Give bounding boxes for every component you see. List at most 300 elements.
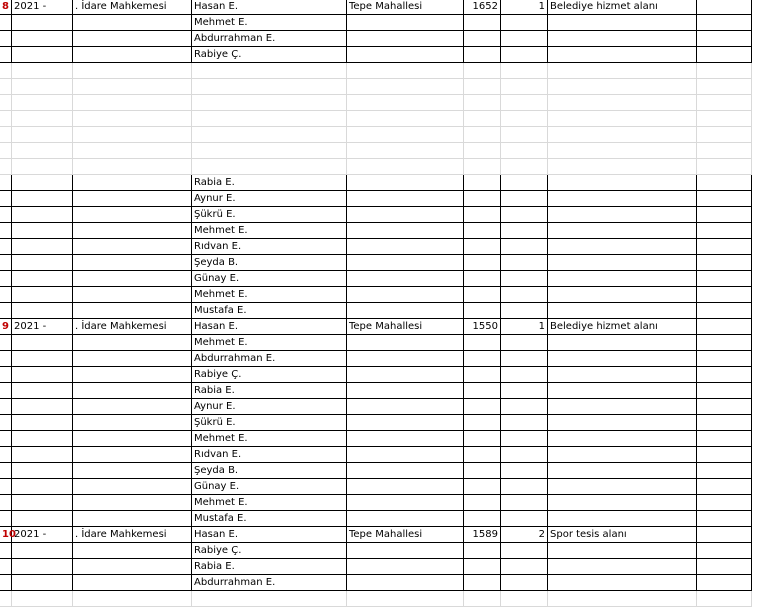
cell-b[interactable] <box>12 303 73 319</box>
cell-f[interactable] <box>464 479 501 495</box>
cell-a[interactable] <box>0 367 12 383</box>
cell-g[interactable] <box>501 15 548 31</box>
cell-d[interactable]: Rabia E. <box>192 175 347 191</box>
cell-b[interactable] <box>12 367 73 383</box>
cell-a[interactable] <box>0 303 12 319</box>
cell-h[interactable] <box>548 175 697 191</box>
cell-g[interactable] <box>501 287 548 303</box>
cell-a[interactable] <box>0 143 12 159</box>
cell-a[interactable] <box>0 575 12 591</box>
cell-e[interactable] <box>347 31 464 47</box>
cell-c[interactable] <box>73 63 192 79</box>
cell-b[interactable] <box>12 431 73 447</box>
cell-f[interactable] <box>464 303 501 319</box>
cell-f[interactable] <box>464 143 501 159</box>
cell-e[interactable] <box>347 223 464 239</box>
cell-c[interactable] <box>73 127 192 143</box>
cell-i[interactable] <box>697 479 752 495</box>
cell-c[interactable] <box>73 15 192 31</box>
cell-f[interactable]: 1589 <box>464 527 501 543</box>
cell-h[interactable] <box>548 47 697 63</box>
cell-c[interactable] <box>73 111 192 127</box>
cell-f[interactable] <box>464 63 501 79</box>
cell-d[interactable] <box>192 159 347 175</box>
cell-e[interactable] <box>347 271 464 287</box>
cell-i[interactable] <box>697 447 752 463</box>
cell-f[interactable] <box>464 159 501 175</box>
cell-d[interactable]: Aynur E. <box>192 191 347 207</box>
cell-g[interactable] <box>501 127 548 143</box>
cell-e[interactable] <box>347 287 464 303</box>
cell-d[interactable]: Rıdvan E. <box>192 447 347 463</box>
cell-e[interactable] <box>347 431 464 447</box>
cell-c[interactable] <box>73 95 192 111</box>
cell-h[interactable] <box>548 143 697 159</box>
cell-a[interactable] <box>0 383 12 399</box>
cell-h[interactable] <box>548 463 697 479</box>
cell-g[interactable] <box>501 223 548 239</box>
cell-g[interactable] <box>501 63 548 79</box>
cell-d[interactable]: Rabiye Ç. <box>192 47 347 63</box>
cell-c[interactable] <box>73 479 192 495</box>
cell-b[interactable] <box>12 591 73 607</box>
cell-i[interactable] <box>697 511 752 527</box>
cell-h[interactable] <box>548 575 697 591</box>
cell-c[interactable] <box>73 559 192 575</box>
cell-c[interactable] <box>73 543 192 559</box>
cell-c[interactable] <box>73 31 192 47</box>
cell-h[interactable] <box>548 335 697 351</box>
cell-a[interactable] <box>0 415 12 431</box>
cell-h[interactable] <box>548 543 697 559</box>
cell-h[interactable] <box>548 367 697 383</box>
cell-e[interactable] <box>347 143 464 159</box>
cell-d[interactable]: Şükrü E. <box>192 207 347 223</box>
cell-g[interactable] <box>501 383 548 399</box>
cell-i[interactable] <box>697 351 752 367</box>
cell-g[interactable] <box>501 159 548 175</box>
cell-h[interactable] <box>548 399 697 415</box>
cell-a[interactable] <box>0 207 12 223</box>
cell-e[interactable] <box>347 591 464 607</box>
cell-i[interactable] <box>697 463 752 479</box>
cell-g[interactable] <box>501 447 548 463</box>
cell-c[interactable] <box>73 463 192 479</box>
cell-d[interactable]: Rabia E. <box>192 383 347 399</box>
cell-c[interactable] <box>73 383 192 399</box>
cell-h[interactable] <box>548 255 697 271</box>
cell-h[interactable]: Spor tesis alanı <box>548 527 697 543</box>
cell-a[interactable] <box>0 239 12 255</box>
cell-f[interactable] <box>464 175 501 191</box>
cell-f[interactable] <box>464 431 501 447</box>
cell-e[interactable] <box>347 399 464 415</box>
cell-g[interactable] <box>501 399 548 415</box>
cell-e[interactable] <box>347 207 464 223</box>
cell-e[interactable] <box>347 127 464 143</box>
cell-f[interactable] <box>464 495 501 511</box>
cell-i[interactable] <box>697 95 752 111</box>
cell-d[interactable]: Rıdvan E. <box>192 239 347 255</box>
cell-h[interactable] <box>548 383 697 399</box>
cell-a[interactable] <box>0 559 12 575</box>
cell-b[interactable]: 2021 - <box>12 527 73 543</box>
cell-f[interactable] <box>464 239 501 255</box>
cell-i[interactable] <box>697 383 752 399</box>
cell-c[interactable] <box>73 511 192 527</box>
cell-a[interactable] <box>0 591 12 607</box>
cell-c[interactable] <box>73 335 192 351</box>
cell-b[interactable] <box>12 415 73 431</box>
cell-b[interactable] <box>12 383 73 399</box>
cell-e[interactable] <box>347 575 464 591</box>
cell-f[interactable] <box>464 383 501 399</box>
cell-c[interactable] <box>73 191 192 207</box>
cell-c[interactable] <box>73 223 192 239</box>
cell-a[interactable] <box>0 399 12 415</box>
cell-a[interactable]: 10 <box>0 527 12 543</box>
cell-f[interactable] <box>464 223 501 239</box>
cell-a[interactable]: 9 <box>0 319 12 335</box>
cell-i[interactable] <box>697 127 752 143</box>
cell-e[interactable]: Tepe Mahallesi <box>347 319 464 335</box>
cell-i[interactable] <box>697 207 752 223</box>
cell-d[interactable] <box>192 95 347 111</box>
cell-a[interactable] <box>0 479 12 495</box>
cell-g[interactable] <box>501 335 548 351</box>
cell-g[interactable] <box>501 575 548 591</box>
cell-a[interactable] <box>0 463 12 479</box>
cell-i[interactable] <box>697 367 752 383</box>
cell-d[interactable]: Günay E. <box>192 271 347 287</box>
cell-g[interactable] <box>501 415 548 431</box>
cell-f[interactable]: 1550 <box>464 319 501 335</box>
cell-d[interactable]: Rabiye Ç. <box>192 367 347 383</box>
cell-c[interactable] <box>73 415 192 431</box>
cell-b[interactable] <box>12 31 73 47</box>
cell-a[interactable] <box>0 111 12 127</box>
cell-d[interactable]: Mehmet E. <box>192 431 347 447</box>
cell-h[interactable] <box>548 447 697 463</box>
cell-g[interactable] <box>501 495 548 511</box>
cell-d[interactable] <box>192 143 347 159</box>
cell-i[interactable] <box>697 31 752 47</box>
cell-h[interactable] <box>548 63 697 79</box>
cell-a[interactable] <box>0 511 12 527</box>
cell-f[interactable] <box>464 95 501 111</box>
cell-e[interactable] <box>347 239 464 255</box>
cell-h[interactable] <box>548 15 697 31</box>
cell-a[interactable] <box>0 191 12 207</box>
cell-b[interactable] <box>12 479 73 495</box>
cell-b[interactable]: 2021 - <box>12 319 73 335</box>
cell-b[interactable] <box>12 543 73 559</box>
cell-i[interactable] <box>697 415 752 431</box>
cell-d[interactable]: Mustafa E. <box>192 511 347 527</box>
cell-a[interactable] <box>0 15 12 31</box>
cell-b[interactable] <box>12 351 73 367</box>
cell-g[interactable] <box>501 543 548 559</box>
cell-d[interactable]: Mehmet E. <box>192 223 347 239</box>
cell-e[interactable] <box>347 79 464 95</box>
cell-b[interactable] <box>12 335 73 351</box>
cell-f[interactable] <box>464 47 501 63</box>
cell-g[interactable] <box>501 239 548 255</box>
cell-d[interactable]: Abdurrahman E. <box>192 351 347 367</box>
cell-e[interactable] <box>347 351 464 367</box>
cell-d[interactable]: Abdurrahman E. <box>192 31 347 47</box>
cell-f[interactable] <box>464 463 501 479</box>
cell-c[interactable] <box>73 207 192 223</box>
cell-g[interactable]: 1 <box>501 319 548 335</box>
cell-c[interactable]: . İdare Mahkemesi <box>73 319 192 335</box>
cell-h[interactable] <box>548 207 697 223</box>
cell-h[interactable] <box>548 223 697 239</box>
cell-e[interactable] <box>347 543 464 559</box>
cell-b[interactable] <box>12 207 73 223</box>
cell-e[interactable] <box>347 511 464 527</box>
cell-c[interactable] <box>73 271 192 287</box>
cell-e[interactable] <box>347 303 464 319</box>
cell-b[interactable]: 2021 - <box>12 0 73 15</box>
cell-f[interactable] <box>464 335 501 351</box>
cell-h[interactable] <box>548 95 697 111</box>
cell-d[interactable]: Hasan E. <box>192 319 347 335</box>
cell-f[interactable] <box>464 127 501 143</box>
cell-b[interactable] <box>12 239 73 255</box>
cell-i[interactable] <box>697 223 752 239</box>
cell-i[interactable] <box>697 111 752 127</box>
cell-a[interactable] <box>0 431 12 447</box>
cell-g[interactable]: 1 <box>501 0 548 15</box>
cell-f[interactable]: 1652 <box>464 0 501 15</box>
cell-c[interactable] <box>73 159 192 175</box>
cell-b[interactable] <box>12 223 73 239</box>
cell-h[interactable] <box>548 271 697 287</box>
cell-i[interactable] <box>697 591 752 607</box>
cell-b[interactable] <box>12 63 73 79</box>
cell-f[interactable] <box>464 591 501 607</box>
cell-i[interactable] <box>697 575 752 591</box>
cell-e[interactable] <box>347 15 464 31</box>
cell-i[interactable] <box>697 63 752 79</box>
cell-d[interactable]: Mehmet E. <box>192 15 347 31</box>
cell-f[interactable] <box>464 351 501 367</box>
cell-g[interactable] <box>501 431 548 447</box>
cell-i[interactable] <box>697 159 752 175</box>
cell-h[interactable]: Belediye hizmet alanı <box>548 319 697 335</box>
cell-f[interactable] <box>464 111 501 127</box>
cell-a[interactable] <box>0 271 12 287</box>
cell-g[interactable] <box>501 591 548 607</box>
cell-i[interactable] <box>697 399 752 415</box>
cell-e[interactable] <box>347 495 464 511</box>
cell-h[interactable] <box>548 495 697 511</box>
cell-b[interactable] <box>12 255 73 271</box>
cell-g[interactable] <box>501 207 548 223</box>
cell-d[interactable] <box>192 63 347 79</box>
cell-a[interactable] <box>0 543 12 559</box>
cell-c[interactable] <box>73 431 192 447</box>
cell-b[interactable] <box>12 95 73 111</box>
cell-d[interactable] <box>192 111 347 127</box>
cell-g[interactable] <box>501 191 548 207</box>
cell-d[interactable]: Şeyda B. <box>192 255 347 271</box>
cell-f[interactable] <box>464 415 501 431</box>
cell-c[interactable] <box>73 239 192 255</box>
cell-d[interactable]: Mehmet E. <box>192 287 347 303</box>
cell-b[interactable] <box>12 559 73 575</box>
cell-i[interactable] <box>697 559 752 575</box>
cell-i[interactable] <box>697 175 752 191</box>
cell-f[interactable] <box>464 367 501 383</box>
cell-a[interactable] <box>0 223 12 239</box>
cell-d[interactable]: Rabiye Ç. <box>192 543 347 559</box>
cell-h[interactable] <box>548 31 697 47</box>
cell-i[interactable] <box>697 47 752 63</box>
cell-d[interactable]: Hasan E. <box>192 0 347 15</box>
cell-g[interactable] <box>501 111 548 127</box>
cell-h[interactable] <box>548 287 697 303</box>
cell-c[interactable] <box>73 47 192 63</box>
cell-a[interactable]: 8 <box>0 0 12 15</box>
cell-b[interactable] <box>12 191 73 207</box>
cell-i[interactable] <box>697 191 752 207</box>
cell-h[interactable]: Belediye hizmet alanı <box>548 0 697 15</box>
cell-d[interactable]: Mehmet E. <box>192 335 347 351</box>
cell-e[interactable] <box>347 175 464 191</box>
cell-e[interactable]: Tepe Mahallesi <box>347 527 464 543</box>
cell-i[interactable] <box>697 287 752 303</box>
cell-g[interactable] <box>501 367 548 383</box>
cell-e[interactable] <box>347 447 464 463</box>
cell-b[interactable] <box>12 399 73 415</box>
cell-a[interactable] <box>0 495 12 511</box>
cell-c[interactable] <box>73 143 192 159</box>
cell-c[interactable]: . İdare Mahkemesi <box>73 0 192 15</box>
cell-h[interactable] <box>548 431 697 447</box>
cell-c[interactable] <box>73 287 192 303</box>
cell-e[interactable] <box>347 111 464 127</box>
cell-a[interactable] <box>0 47 12 63</box>
cell-b[interactable] <box>12 143 73 159</box>
cell-g[interactable] <box>501 559 548 575</box>
cell-h[interactable] <box>548 303 697 319</box>
cell-i[interactable] <box>697 543 752 559</box>
cell-f[interactable] <box>464 79 501 95</box>
cell-d[interactable]: Aynur E. <box>192 399 347 415</box>
cell-b[interactable] <box>12 47 73 63</box>
cell-b[interactable] <box>12 495 73 511</box>
cell-g[interactable] <box>501 511 548 527</box>
cell-e[interactable] <box>347 479 464 495</box>
cell-g[interactable] <box>501 143 548 159</box>
cell-c[interactable] <box>73 399 192 415</box>
cell-i[interactable] <box>697 255 752 271</box>
cell-f[interactable] <box>464 575 501 591</box>
cell-f[interactable] <box>464 207 501 223</box>
cell-i[interactable] <box>697 239 752 255</box>
cell-b[interactable] <box>12 575 73 591</box>
cell-i[interactable] <box>697 0 752 15</box>
cell-h[interactable] <box>548 479 697 495</box>
cell-a[interactable] <box>0 335 12 351</box>
cell-h[interactable] <box>548 591 697 607</box>
cell-d[interactable] <box>192 127 347 143</box>
cell-f[interactable] <box>464 559 501 575</box>
cell-d[interactable]: Hasan E. <box>192 527 347 543</box>
cell-a[interactable] <box>0 447 12 463</box>
cell-i[interactable] <box>697 15 752 31</box>
cell-f[interactable] <box>464 287 501 303</box>
cell-g[interactable] <box>501 79 548 95</box>
cell-e[interactable]: Tepe Mahallesi <box>347 0 464 15</box>
cell-g[interactable] <box>501 175 548 191</box>
cell-b[interactable] <box>12 111 73 127</box>
cell-g[interactable] <box>501 255 548 271</box>
cell-e[interactable] <box>347 95 464 111</box>
cell-a[interactable] <box>0 351 12 367</box>
cell-h[interactable] <box>548 239 697 255</box>
cell-i[interactable] <box>697 335 752 351</box>
cell-a[interactable] <box>0 159 12 175</box>
cell-c[interactable] <box>73 79 192 95</box>
cell-b[interactable] <box>12 287 73 303</box>
cell-d[interactable] <box>192 79 347 95</box>
cell-b[interactable] <box>12 463 73 479</box>
cell-f[interactable] <box>464 255 501 271</box>
cell-e[interactable] <box>347 47 464 63</box>
cell-e[interactable] <box>347 255 464 271</box>
cell-e[interactable] <box>347 367 464 383</box>
cell-b[interactable] <box>12 511 73 527</box>
cell-a[interactable] <box>0 287 12 303</box>
cell-g[interactable] <box>501 351 548 367</box>
cell-e[interactable] <box>347 63 464 79</box>
cell-i[interactable] <box>697 143 752 159</box>
cell-b[interactable] <box>12 271 73 287</box>
cell-c[interactable] <box>73 367 192 383</box>
cell-g[interactable] <box>501 463 548 479</box>
cell-h[interactable] <box>548 127 697 143</box>
cell-i[interactable] <box>697 431 752 447</box>
cell-g[interactable] <box>501 95 548 111</box>
cell-c[interactable] <box>73 495 192 511</box>
cell-f[interactable] <box>464 511 501 527</box>
cell-b[interactable] <box>12 127 73 143</box>
cell-d[interactable]: Şükrü E. <box>192 415 347 431</box>
cell-h[interactable] <box>548 415 697 431</box>
cell-e[interactable] <box>347 559 464 575</box>
cell-d[interactable]: Mustafa E. <box>192 303 347 319</box>
cell-h[interactable] <box>548 191 697 207</box>
cell-g[interactable] <box>501 271 548 287</box>
cell-a[interactable] <box>0 63 12 79</box>
cell-g[interactable] <box>501 31 548 47</box>
cell-e[interactable] <box>347 415 464 431</box>
cell-f[interactable] <box>464 271 501 287</box>
cell-a[interactable] <box>0 175 12 191</box>
cell-h[interactable] <box>548 111 697 127</box>
cell-f[interactable] <box>464 31 501 47</box>
cell-c[interactable] <box>73 303 192 319</box>
cell-d[interactable] <box>192 591 347 607</box>
cell-i[interactable] <box>697 527 752 543</box>
cell-g[interactable] <box>501 47 548 63</box>
cell-i[interactable] <box>697 495 752 511</box>
cell-f[interactable] <box>464 399 501 415</box>
cell-c[interactable]: . İdare Mahkemesi <box>73 527 192 543</box>
